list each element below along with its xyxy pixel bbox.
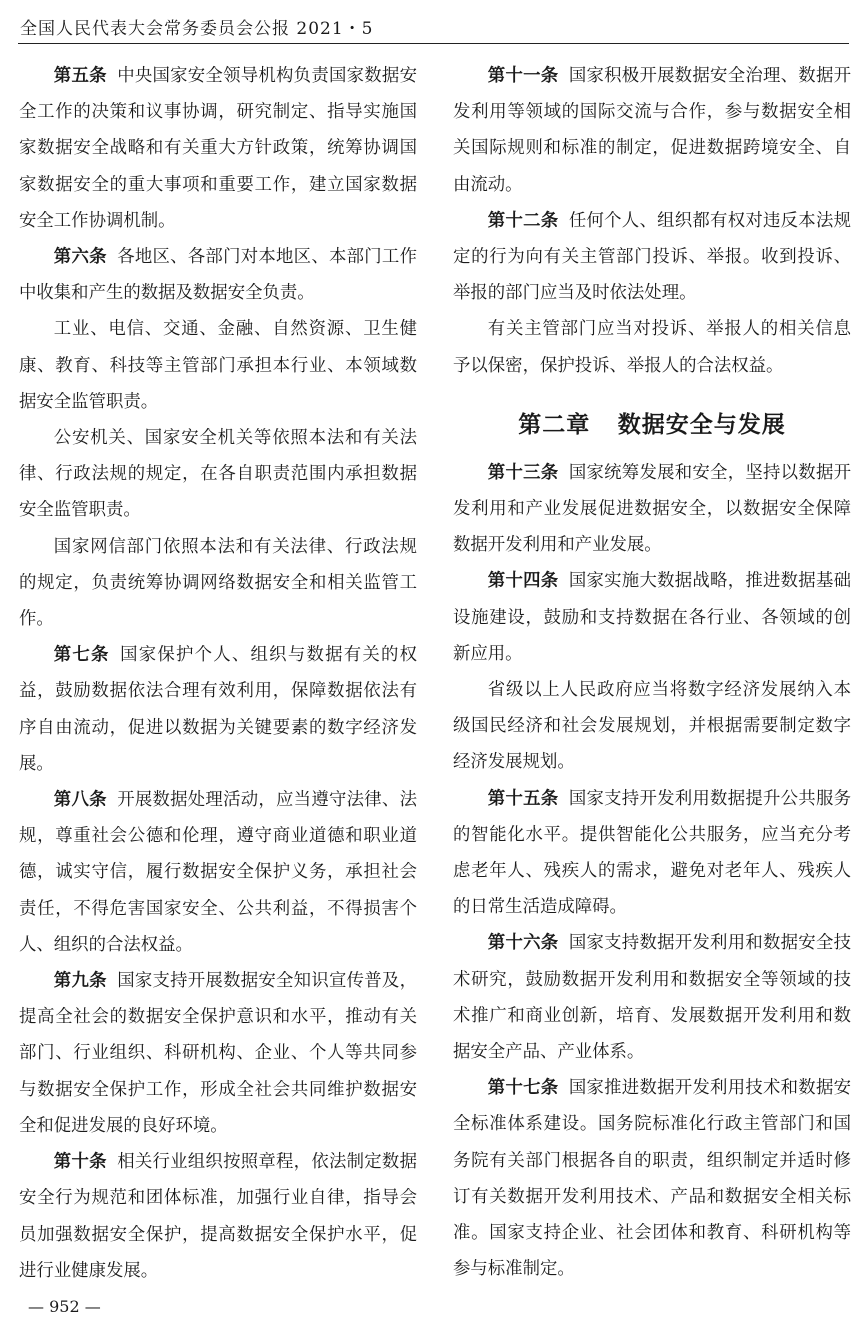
article-9 xyxy=(19,963,417,1144)
header-divider xyxy=(18,43,849,44)
article-text: 国家实施大数据战略，推进数据基础设施建设，鼓励和支持数据在各行业、各领域的创新应用。 xyxy=(453,571,851,664)
article-number: 第七条 xyxy=(53,645,110,666)
article-number: 第十条 xyxy=(53,1152,107,1173)
right-column xyxy=(453,58,851,1288)
article-text: 国家支持开展数据安全知识宣传普及，提高全社会的数据安全保护意识和水平，推动有关部门、行业组织、科研机构、企业、个人等共同参与数据安全保护工作，形成全社会共同维护数据安全和促进发展的良好环境。 xyxy=(19,971,417,1136)
article-6-para-4: 国家网信部门依照本法和有关法律、行政法规的规定，负责统筹协调网络数据安全和相关监管工作。 xyxy=(19,536,417,630)
article-number: 第十七条 xyxy=(487,1078,559,1099)
page-number: — 952 — xyxy=(28,1297,101,1316)
article-14 xyxy=(453,563,851,672)
article-7 xyxy=(19,637,417,782)
gazette-header: 全国人民代表大会常务委员会公报 2021・5 xyxy=(20,19,374,39)
article-10 xyxy=(19,1144,417,1289)
article-12 xyxy=(453,203,851,312)
chapter-number: 第二章 xyxy=(518,411,591,438)
article-11 xyxy=(453,58,851,203)
article-text: 开展数据处理活动，应当遵守法律、法规，尊重社会公德和伦理，遵守商业道德和职业道德，诚实守信，履行数据安全保护义务，承担社会责任，不得危害国家安全、公共利益，不得损害个人、组织的合法权益。 xyxy=(19,790,417,955)
chapter-heading xyxy=(453,406,851,439)
article-number: 第十二条 xyxy=(487,210,559,231)
article-6 xyxy=(19,239,417,311)
article-text: 国家统筹发展和安全，坚持以数据开发利用和产业发展促进数据安全，以数据安全保障数据开发利用和产业发展。 xyxy=(453,462,851,556)
article-number: 第十五条 xyxy=(487,788,559,809)
article-13 xyxy=(453,455,851,564)
article-text: 国家推进数据开发利用技术和数据安全标准体系建设。国务院标准化行政主管部门和国务院有关部门根据各自的职责，组织制定并适时修订有关数据开发利用技术、产品和数据安全相关标准。国家支持企业、社会团体和教育、科研机构等参与标准制定。 xyxy=(453,1078,851,1280)
article-8 xyxy=(19,782,417,963)
chapter-title: 数据安全与发展 xyxy=(617,411,786,438)
article-text: 国家积极开展数据安全治理、数据开发利用等领域的国际交流与合作，参与数据安全相关国际规则和标准的制定，促进数据跨境安全、自由流动。 xyxy=(453,66,851,195)
article-text: 各地区、各部门对本地区、本部门工作中收集和产生的数据及数据安全负责。 xyxy=(19,247,417,304)
article-text: 相关行业组织按照章程，依法制定数据安全行为规范和团体标准，加强行业自律，指导会员加强数据安全保护，提高数据安全保护水平，促进行业健康发展。 xyxy=(19,1152,417,1281)
article-6-para-3: 公安机关、国家安全机关等依照本法和有关法律、行政法规的规定，在各自职责范围内承担数据安全监管职责。 xyxy=(19,428,417,521)
article-text: 中央国家安全领导机构负责国家数据安全工作的决策和议事协调，研究制定、指导实施国家数据安全战略和有关重大方针政策，统筹协调国家数据安全的重大事项和重要工作，建立国家数据安全工作协调机制。 xyxy=(19,66,417,231)
article-text: 任何个人、组织都有权对违反本法规定的行为向有关主管部门投诉、举报。收到投诉、举报的部门应当及时依法处理。 xyxy=(453,210,851,304)
article-14-para-2: 省级以上人民政府应当将数字经济发展纳入本级国民经济和社会发展规划，并根据需要制定数字经济发展规划。 xyxy=(453,680,851,773)
article-text: 国家支持开发利用数据提升公共服务的智能化水平。提供智能化公共服务，应当充分考虑老年人、残疾人的需求，避免对老年人、残疾人的日常生活造成障碍。 xyxy=(453,788,851,918)
left-column xyxy=(19,58,417,1289)
article-number: 第八条 xyxy=(53,790,107,811)
article-17 xyxy=(453,1070,851,1287)
article-number: 第五条 xyxy=(53,66,107,86)
article-number: 第十一条 xyxy=(487,66,559,86)
article-6-para-2: 工业、电信、交通、金融、自然资源、卫生健康、教育、科技等主管部门承担本行业、本领域数据安全监管职责。 xyxy=(19,319,417,412)
article-5 xyxy=(19,58,417,239)
article-12-para-2: 有关主管部门应当对投诉、举报人的相关信息予以保密，保护投诉、举报人的合法权益。 xyxy=(453,319,851,376)
article-number: 第九条 xyxy=(53,971,107,992)
article-number: 第六条 xyxy=(53,247,107,268)
article-text: 国家保护个人、组织与数据有关的权益，鼓励数据依法合理有效利用，保障数据依法有序自由流动，促进以数据为关键要素的数字经济发展。 xyxy=(19,645,417,774)
article-text: 国家支持数据开发利用和数据安全技术研究，鼓励数据开发利用和数据安全等领域的技术推广和商业创新，培育、发展数据开发利用和数据安全产品、产业体系。 xyxy=(453,933,851,1063)
article-16 xyxy=(453,925,851,1070)
article-number: 第十六条 xyxy=(487,933,559,954)
article-number: 第十三条 xyxy=(487,462,559,483)
article-number: 第十四条 xyxy=(487,571,559,592)
article-15 xyxy=(453,781,851,926)
